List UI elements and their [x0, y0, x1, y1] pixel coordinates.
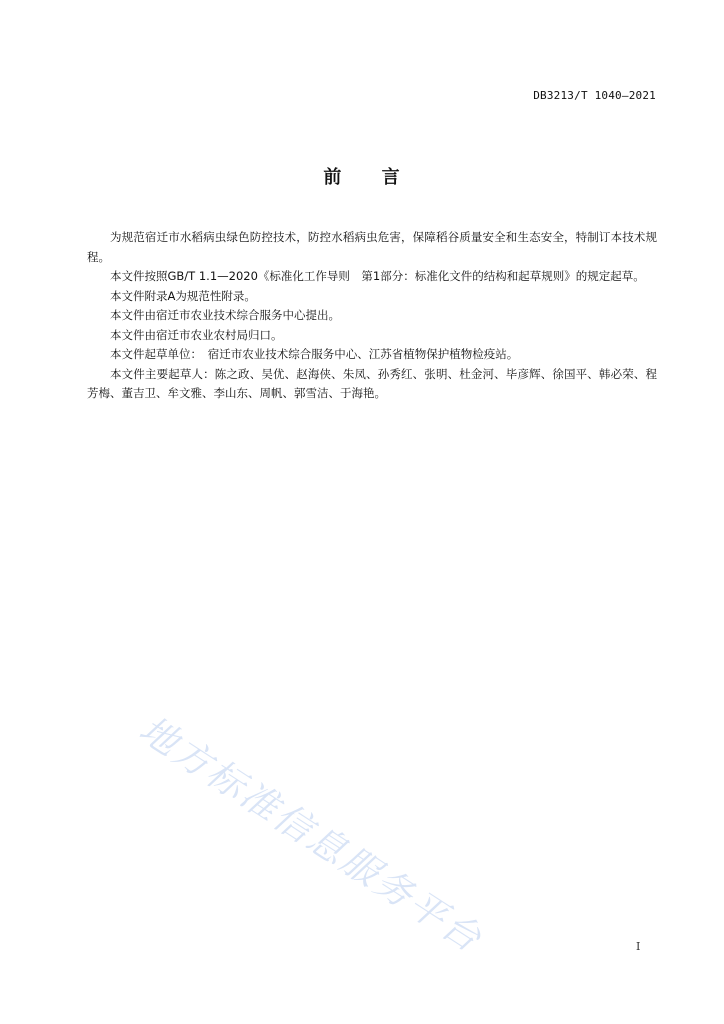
paragraph-administrator: 本文件由宿迁市农业农村局归口。 [110, 327, 283, 342]
foreword-body [87, 228, 657, 404]
page-number: I [636, 940, 641, 953]
watermark: 地方标准信息服务平台 [131, 707, 491, 962]
paragraph-drafting-rules: 本文件按照GB/T 1.1—2020《标准化工作导则 第1部分：标准化文件的结构和起草规则》的规定起草。 [110, 269, 645, 283]
paragraph-drafting-units: 本文件起草单位： 宿迁市农业技术综合服务中心、江苏省植物保护植物检疫站。 [110, 347, 519, 361]
paragraph-drafters: 本文件主要起草人：陈之政、吴优、赵海侠、朱凤、孙秀红、张明、杜金河、毕彦辉、徐国平、韩必荣、程芳梅、董吉卫、牟文雅、李山东、周帆、郭雪洁、于海艳。 [87, 366, 657, 400]
page-title: 前 言 [323, 167, 401, 188]
paragraph-purpose: 为规范宿迁市水稻病虫绿色防控技术，防控水稻病虫危害，保障稻谷质量安全和生态安全，特制订本技术规程。 [87, 230, 657, 264]
paragraph-appendix: 本文件附录A为规范性附录。 [110, 288, 256, 303]
paragraph-proposer: 本文件由宿迁市农业技术综合服务中心提出。 [110, 308, 340, 322]
document-code: DB3213/T 1040—2021 [533, 89, 656, 102]
